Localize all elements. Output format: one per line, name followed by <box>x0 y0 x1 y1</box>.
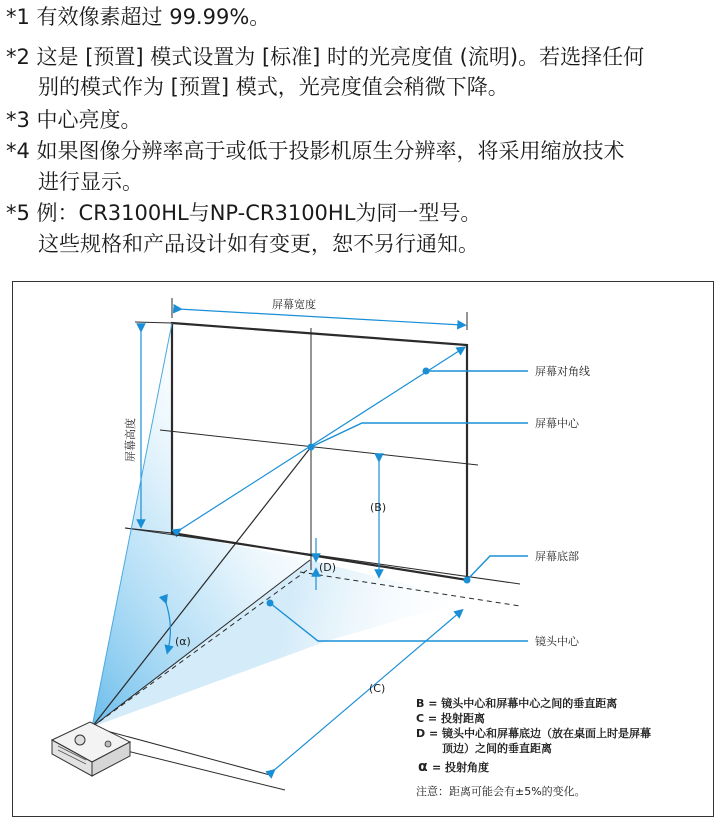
screen-outline <box>172 323 467 580</box>
note-2: *2 这是 [预置] 模式设置为 [标准] 时的光亮度值 (流明)。若选择任何 <box>6 45 645 69</box>
note-2-continued: 别的模式作为 [预置] 模式，光亮度值会稍微下降。 <box>38 75 509 99</box>
screen-bottom-label: 屏幕底部 <box>535 550 579 563</box>
screen-height-label: 屏幕高度 <box>124 418 137 462</box>
dimension-b-label: (B) <box>370 501 387 514</box>
legend-b: B = 镜头中心和屏幕中心之间的垂直距离 <box>416 697 618 710</box>
note-5: *5 例：CR3100HL与NP-CR3100HL为同一型号。 <box>6 201 482 225</box>
center-callout-leader <box>311 423 528 447</box>
dimension-alpha-label: (α) <box>175 635 191 648</box>
tolerance-note: 注意：距离可能会有±5%的变化。 <box>416 785 586 798</box>
screen-width-label: 屏幕宽度 <box>272 298 316 311</box>
legend-alpha-symbol: α <box>418 759 428 775</box>
bottom-callout-leader <box>467 556 528 580</box>
screen-diagonal-label: 屏幕对角线 <box>535 365 590 378</box>
screen-width-arrow <box>178 309 462 325</box>
screen-horizontal-centerline <box>160 430 478 465</box>
screen-center-label: 屏幕中心 <box>535 417 579 430</box>
note-4-continued: 进行显示。 <box>38 170 143 194</box>
legend-c: C = 投射距离 <box>416 712 485 725</box>
note-5-continued: 这些规格和产品设计如有变更，恕不另行通知。 <box>38 232 479 256</box>
legend-alpha: = 投射角度 <box>432 761 490 774</box>
dimension-d-label: (D) <box>319 561 337 574</box>
screen-diagonal <box>178 349 462 531</box>
note-4: *4 如果图像分辨率高于或低于投影机原生分辨率，将采用缩放技术 <box>6 139 625 163</box>
dimension-c-label: (C) <box>369 682 386 695</box>
note-3: *3 中心亮度。 <box>6 108 142 132</box>
top-extension-line <box>135 322 172 323</box>
lens-center-label: 镜头中心 <box>535 635 579 648</box>
note-1: *1 有效像素超过 99.99%。 <box>6 5 271 29</box>
projector-icon <box>52 722 130 776</box>
legend-d-line2: 顶边）之间的垂直距离 <box>442 742 552 755</box>
projector-base-line-2 <box>115 748 285 790</box>
legend-d-line1: D = 镜头中心和屏幕底边（放在桌面上时是屏幕 <box>416 727 652 740</box>
